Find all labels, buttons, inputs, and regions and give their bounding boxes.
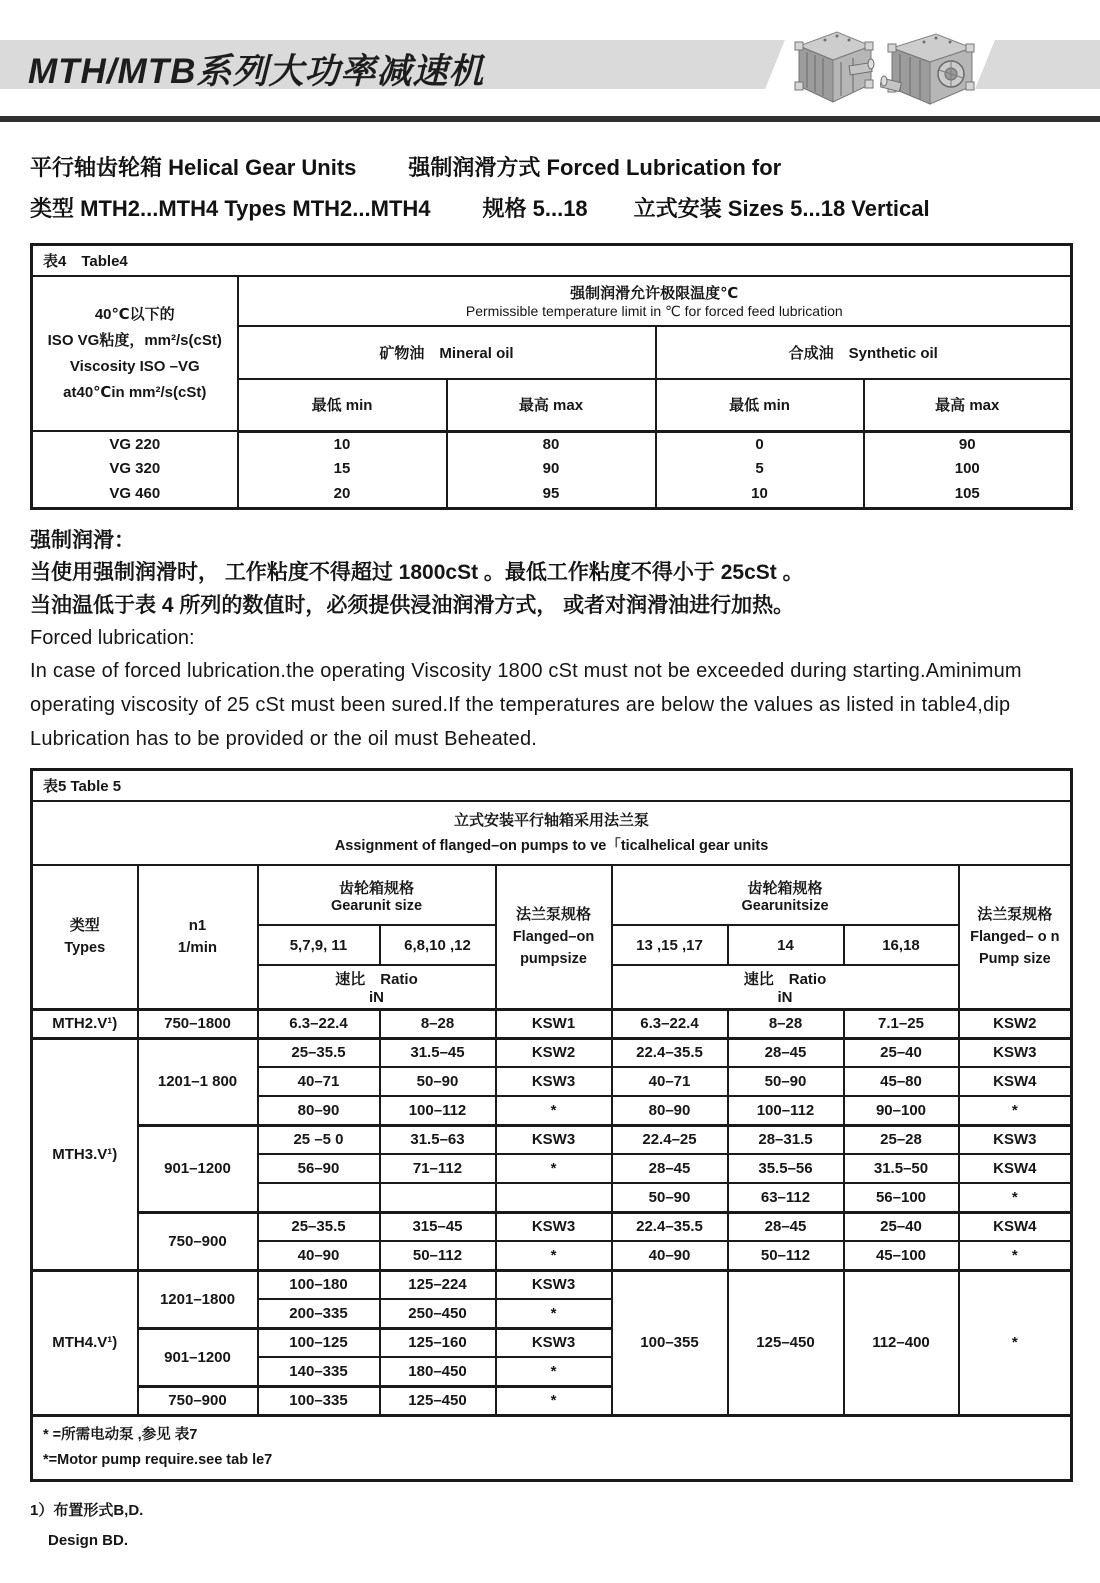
heading-sizes: 规格 5...18 [482,196,588,221]
pump-cell: KSW1 [496,1009,612,1038]
table4-caption: 表4 Table4 [32,245,1072,277]
banner-divider-rule [0,116,1100,122]
ratio-cell: 25–40 [844,1038,959,1067]
ratio-cell [380,1183,496,1212]
notes-zh-line-2: 当油温低于表 4 所列的数值时，必须提供浸油润滑方式， 或者对润滑油进行加热。 [30,593,795,617]
ratio-cell: 22.4–35.5 [612,1212,728,1241]
sizes-13-15-17-cell: 13 ,15 ,17 [612,925,728,965]
types-en: Types [64,939,106,956]
ratio-cell: 28–45 [728,1038,844,1067]
grade-cell: VG 220 [32,431,238,456]
temp-limit-header-cell [238,276,1072,326]
pump-size-2-zh: 法兰泵规格 [977,905,1053,923]
pump-size-2-header-cell [959,865,1072,1009]
ratio-cell: 100–180 [258,1270,380,1299]
viscosity-line-2: ISO VG粘度，mm²/s(cSt) [47,331,222,349]
ratio-cell: 125–224 [380,1270,496,1299]
pump-cell: KSW3 [959,1038,1072,1067]
speed-header-cell [138,865,258,1009]
heading-line-1 [30,147,1070,188]
ratio-cell [258,1183,380,1212]
ratio-cell: 50–112 [728,1241,844,1270]
value-cell: 5 [656,456,864,481]
types-header-cell [32,865,138,1009]
ratio-cell: 100–355 [612,1270,728,1415]
gearunit-size-group-1-cell [258,865,496,925]
ratio-cell: 28–45 [728,1212,844,1241]
pump-size-1-zh: 法兰泵规格 [515,905,591,923]
pump-cell: KSW2 [959,1009,1072,1038]
value-cell: 90 [447,456,656,481]
ratio-cell: 50–90 [380,1067,496,1096]
pump-size-1-en1: Flanged–on [512,928,595,945]
ratio-cell: 112–400 [844,1270,959,1415]
table5-caption: 表5 Table 5 [32,769,1072,801]
value-cell: 105 [864,481,1072,508]
table5-title-cell [32,801,1072,865]
ratio-cell: 100–112 [380,1096,496,1125]
pump-cell: * [959,1183,1072,1212]
ratio-cell: 40–71 [612,1067,728,1096]
notes-zh-line-1: 当使用强制润滑时， 工作粘度不得超过 1800cSt 。最低工作粘度不得小于 25cSt 。 [30,560,804,584]
pump-cell: KSW3 [496,1212,612,1241]
ratio-cell: 35.5–56 [728,1154,844,1183]
gearunit-size-2-zh: 齿轮箱规格 [747,879,823,897]
ratio-cell: 63–112 [728,1183,844,1212]
page-title: MTH/MTB系列大功率减速机 [28,52,485,91]
viscosity-line-3: Viscosity ISO –VG [69,357,200,375]
synthetic-max-header-cell: 最高 max [864,379,1072,431]
ratio-cell: 25 –5 0 [258,1125,380,1154]
ratio-cell: 250–450 [380,1299,496,1328]
table4-row-vg460 [32,481,1072,508]
ratio-cell: 80–90 [258,1096,380,1125]
value-cell: 15 [238,456,447,481]
ratio-cell: 8–28 [728,1009,844,1038]
pump-size-1-en2: pumpsize [520,950,587,967]
ratio-cell: 25–35.5 [258,1038,380,1067]
ratio-1-in: iN [369,988,384,1006]
design-footnote [30,1496,1070,1556]
ratio-cell: 100–125 [258,1328,380,1357]
synthetic-min-header-cell: 最低 min [656,379,864,431]
pump-size-1-header-cell [496,865,612,1009]
ratio-cell: 25–28 [844,1125,959,1154]
n1-cell: 750–900 [138,1386,258,1415]
pump-cell: KSW4 [959,1154,1072,1183]
n1-label: n1 [188,916,207,934]
table5-flanged-pump-assignment [30,768,1073,1482]
table5-row-mth3-4 [32,1125,1072,1154]
pump-cell: KSW3 [496,1125,612,1154]
ratio-cell: 22.4–25 [612,1125,728,1154]
viscosity-line-4: at40℃in mm²/s(cSt) [63,383,207,401]
pump-cell: KSW2 [496,1038,612,1067]
sizes-5-7-9-11-cell: 5,7,9, 11 [258,925,380,965]
value-cell: 95 [447,481,656,508]
ratio-cell: 140–335 [258,1357,380,1386]
pump-cell: * [496,1299,612,1328]
n1-cell: 901–1200 [138,1125,258,1212]
lubrication-notes [30,526,1070,756]
ratio-cell: 80–90 [612,1096,728,1125]
mineral-min-header-cell: 最低 min [238,379,447,431]
section-heading [30,147,1070,229]
pump-cell: KSW3 [959,1125,1072,1154]
pump-cell: * [959,1096,1072,1125]
ratio-cell: 50–90 [728,1067,844,1096]
table4-caption-row [32,245,1072,277]
pump-cell: * [959,1241,1072,1270]
value-cell: 90 [864,431,1072,456]
temp-limit-zh: 强制润滑允许极限温度℃ [570,285,739,302]
ratio-cell: 125–160 [380,1328,496,1357]
types-zh: 类型 [69,916,100,934]
pump-cell: * [959,1270,1072,1415]
table5-row-mth2 [32,1009,1072,1038]
ratio-cell: 8–28 [380,1009,496,1038]
type-cell: MTH3.V¹) [32,1038,138,1270]
temp-limit-en: Permissible temperature limit in ℃ for forced feed lubrication [465,303,843,319]
notes-en-line-2: operating viscosity of 25 cSt must been sured.If the temperatures are below the values as listed in table4,dip [30,693,1011,716]
gearunit-size-1-zh: 齿轮箱规格 [338,879,414,897]
ratio-cell: 25–35.5 [258,1212,380,1241]
table5-title-row [32,801,1072,865]
gearunit-size-2-en: Gearunitsize [741,897,829,914]
pump-cell: * [496,1357,612,1386]
sizes-14-cell: 14 [728,925,844,965]
gearbox-illustration-1 [791,22,877,108]
ratio-cell: 56–90 [258,1154,380,1183]
ratio-cell: 31.5–63 [380,1125,496,1154]
ratio-cell: 45–80 [844,1067,959,1096]
pump-cell: KSW4 [959,1212,1072,1241]
grade-cell: VG 460 [32,481,238,508]
table5-header-row-1 [32,865,1072,925]
table4-row-vg320 [32,456,1072,481]
type-cell: MTH4.V¹) [32,1270,138,1415]
heading-helical-gear-units: 平行轴齿轮箱 Helical Gear Units [30,155,357,180]
footnote-zh: * =所需电动泵 ,参见 表7 [43,1426,198,1443]
sizes-16-18-cell: 16,18 [844,925,959,965]
ratio-cell: 200–335 [258,1299,380,1328]
ratio-cell: 6.3–22.4 [612,1009,728,1038]
table5-row-mth4-1 [32,1270,1072,1299]
ratio-cell: 50–112 [380,1241,496,1270]
ratio-cell: 180–450 [380,1357,496,1386]
n1-unit: 1/min [177,938,218,956]
table5-caption-row [32,769,1072,801]
n1-cell: 901–1200 [138,1328,258,1386]
ratio-2-zh: 速比 Ratio [743,970,827,988]
ratio-cell: 6.3–22.4 [258,1009,380,1038]
ratio-cell: 40–71 [258,1067,380,1096]
table5-title-zh: 立式安装平行轴箱采用法兰泵 [454,812,650,829]
ratio-cell: 22.4–35.5 [612,1038,728,1067]
ratio-cell: 100–112 [728,1096,844,1125]
ratio-cell: 100–335 [258,1386,380,1415]
notes-zh-title: 强制润滑： [30,528,135,552]
ratio-cell: 125–450 [380,1386,496,1415]
page-banner [0,0,1100,123]
ratio-header-2-cell [612,965,959,1009]
type-cell: MTH2.V¹) [32,1009,138,1038]
notes-en-line-3: Lubrication has to be provided or the oil must Beheated. [30,727,538,750]
ratio-1-zh: 速比 Ratio [335,970,418,988]
value-cell: 20 [238,481,447,508]
pump-cell: * [496,1154,612,1183]
ratio-cell: 125–450 [728,1270,844,1415]
value-cell: 0 [656,431,864,456]
table4-row-vg220 [32,431,1072,456]
sizes-6-8-10-12-cell: 6,8,10 ,12 [380,925,496,965]
gearunit-size-group-2-cell [612,865,959,925]
mineral-max-header-cell: 最高 max [447,379,656,431]
table5-title-en: Assignment of flanged–on pumps to ve「ticalhelical gear units [334,838,769,854]
gearbox-illustration-2 [880,22,980,108]
viscosity-line-1: 40℃以下的 [94,305,175,323]
table4-forced-lubrication-temperatures [30,243,1073,510]
footnote-cell [32,1415,1072,1480]
pump-cell: * [496,1241,612,1270]
design-footnote-en: Design BD. [48,1531,129,1549]
mineral-oil-header-cell: 矿物油 Mineral oil [238,326,656,379]
ratio-cell: 31.5–45 [380,1038,496,1067]
notes-en-line-1: In case of forced lubrication.the operating Viscosity 1800 cSt must not be exceeded during starting.Aminimum [30,659,1022,682]
value-cell: 80 [447,431,656,456]
ratio-2-in: iN [777,988,793,1006]
value-cell: 10 [238,431,447,456]
pump-cell: * [496,1096,612,1125]
ratio-cell: 56–100 [844,1183,959,1212]
pump-cell: KSW4 [959,1067,1072,1096]
table5-footnote-row [32,1415,1072,1480]
n1-cell: 1201–1800 [138,1270,258,1328]
ratio-cell: 28–45 [612,1154,728,1183]
synthetic-oil-header-cell: 合成油 Synthetic oil [656,326,1072,379]
ratio-cell: 28–31.5 [728,1125,844,1154]
ratio-cell: 45–100 [844,1241,959,1270]
pump-cell: KSW3 [496,1270,612,1299]
ratio-cell: 315–45 [380,1212,496,1241]
value-cell: 10 [656,481,864,508]
n1-cell: 1201–1 800 [138,1038,258,1125]
ratio-cell: 50–90 [612,1183,728,1212]
ratio-cell: 25–40 [844,1212,959,1241]
heading-types: 类型 MTH2...MTH4 Types MTH2...MTH4 [30,196,431,221]
pump-cell: * [496,1386,612,1415]
ratio-cell: 40–90 [612,1241,728,1270]
table5-row-mth3-1 [32,1038,1072,1067]
pump-size-2-en1: Flanged– o n [970,928,1060,945]
notes-en-title: Forced lubrication: [30,626,195,649]
ratio-cell: 90–100 [844,1096,959,1125]
ratio-cell: 31.5–50 [844,1154,959,1183]
table4-header-row-1 [32,276,1072,326]
value-cell: 100 [864,456,1072,481]
viscosity-header-cell [32,276,238,431]
pump-size-2-en2: Pump size [978,950,1051,967]
table5-row-mth3-7 [32,1212,1072,1241]
footnote-en: *=Motor pump require.see tab le7 [43,1451,273,1468]
heading-line-2 [30,188,1070,229]
pump-cell: KSW3 [496,1328,612,1357]
pump-cell [496,1183,612,1212]
n1-cell: 750–1800 [138,1009,258,1038]
n1-cell: 750–900 [138,1212,258,1270]
heading-vertical: 立式安装 Sizes 5...18 Vertical [633,196,930,221]
pump-cell: KSW3 [496,1067,612,1096]
heading-forced-lubrication: 强制润滑方式 Forced Lubrication for [408,155,782,180]
ratio-header-1-cell [258,965,496,1009]
design-footnote-zh: 1）布置形式B,D. [30,1501,144,1519]
ratio-cell: 7.1–25 [844,1009,959,1038]
ratio-cell: 71–112 [380,1154,496,1183]
grade-cell: VG 320 [32,456,238,481]
gearunit-size-1-en: Gearunit size [330,897,423,914]
ratio-cell: 40–90 [258,1241,380,1270]
